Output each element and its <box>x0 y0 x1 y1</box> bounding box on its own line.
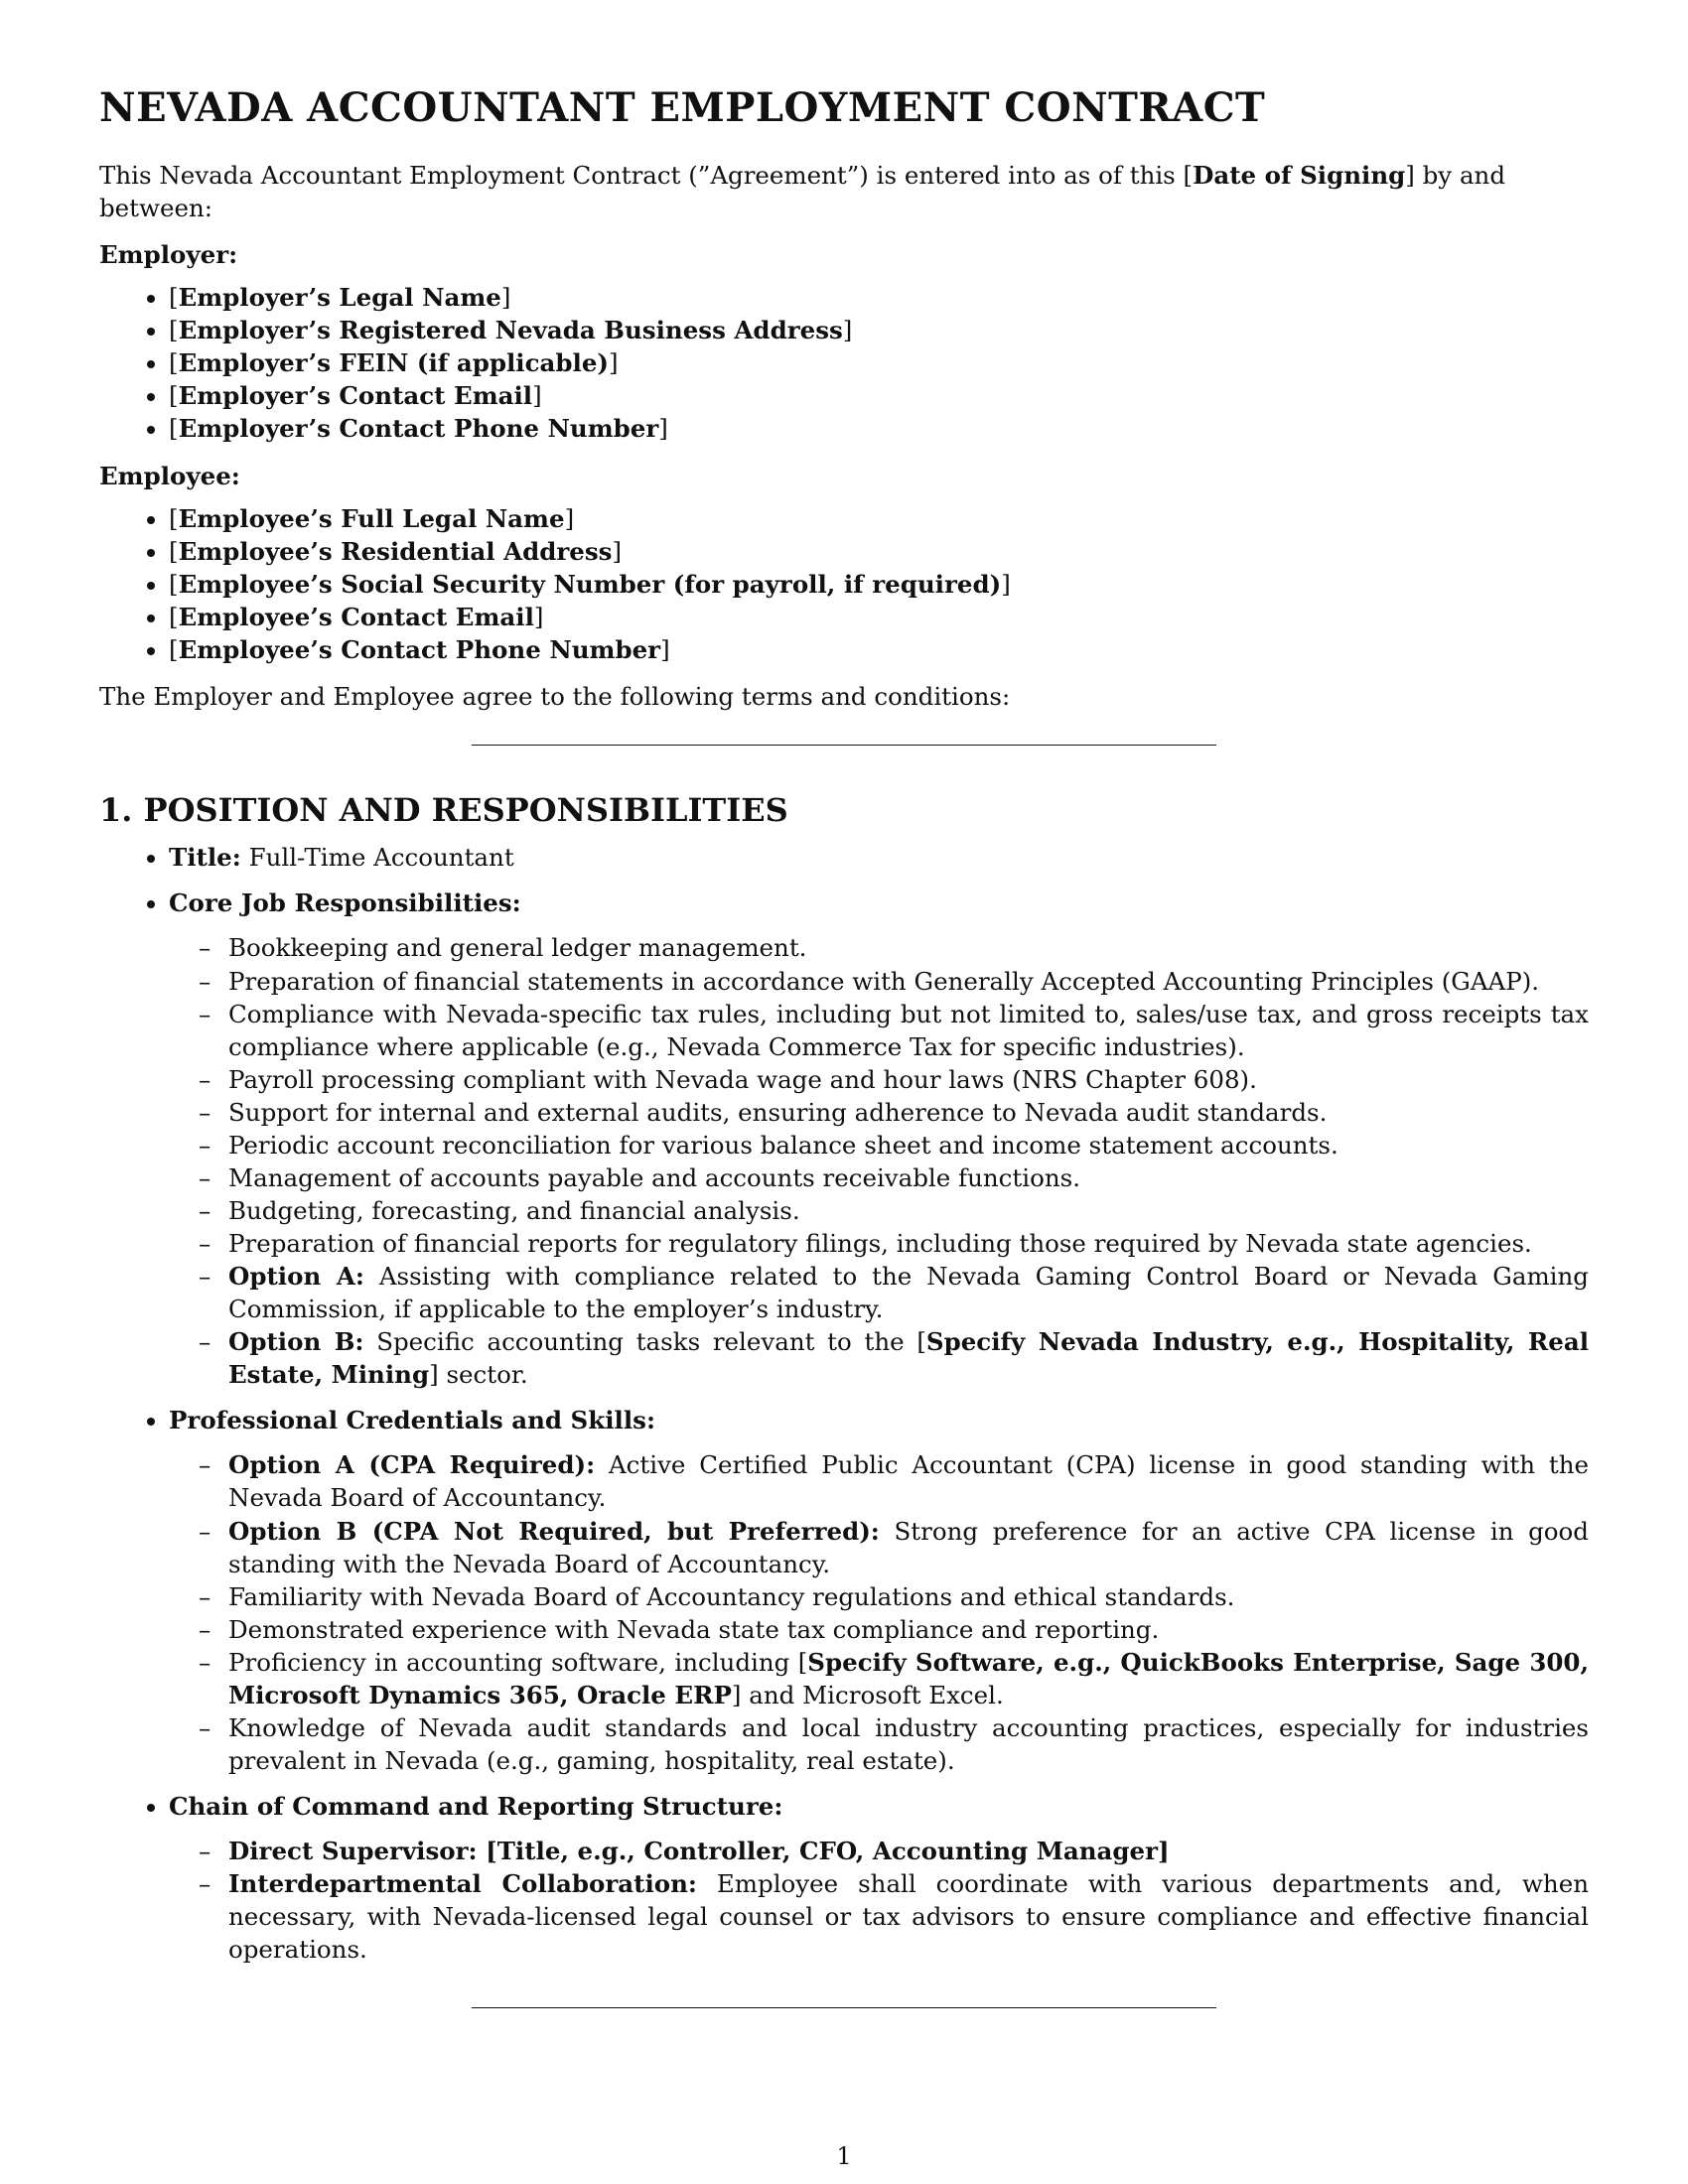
credentials-list <box>169 1448 1589 1777</box>
placeholder-text: Employee’s Contact Email <box>178 602 534 631</box>
list-item <box>228 1325 1589 1391</box>
core-responsibilities <box>169 887 1589 1391</box>
software-text-end: ] and Microsoft Excel. <box>731 1680 1004 1709</box>
option-text: Active Certified Public Accountant (CPA) license in good standing with the Nevada Board of Accountancy. <box>228 1450 1589 1513</box>
list-item: • [Employee’s Contact Phone Number] <box>169 633 1589 666</box>
list-item <box>228 1835 1589 1867</box>
list-item: – Preparation of financial reports for regulatory filings, including those required by Nevada state agencies. <box>228 1227 1589 1260</box>
placeholder-text: Employee’s Residential Address <box>178 536 613 566</box>
software-placeholder: Specify Software, e.g., QuickBooks Enterprise, Sage 300, Microsoft Dynamics 365, Oracle ERP <box>228 1647 1589 1709</box>
placeholder-text: Employer’s Registered Nevada Business Address <box>178 316 843 345</box>
list-item: – Compliance with Nevada-specific tax rules, including but not limited to, sales/use tax, and gross receipts tax compliance where applicable (e.g., Nevada Commerce Tax for specific industries). <box>228 998 1589 1063</box>
placeholder-text: Employer’s Contact Email <box>178 381 533 411</box>
title-value: Full-Time Accountant <box>248 843 514 873</box>
section-divider <box>472 2007 1216 2008</box>
list-item: • [Employee’s Residential Address] <box>169 535 1589 568</box>
document-title: NEVADA ACCOUNTANT EMPLOYMENT CONTRACT <box>99 84 1266 131</box>
list-item: – Knowledge of Nevada audit standards and local industry accounting practices, especially for industries prevalent in Nevada (e.g., gaming, hospitality, real estate). <box>228 1711 1589 1777</box>
list-item: • [Employer’s Contact Email] <box>169 379 1589 412</box>
employer-list <box>99 281 1589 445</box>
employee-list <box>99 502 1589 666</box>
chain-of-command <box>169 1790 1589 1966</box>
page-number: 1 <box>836 2142 852 2170</box>
option-text: Assisting with compliance related to the Nevada Gaming Control Board or Nevada Gaming Commission, if applicable to the employer’s industry. <box>228 1262 1589 1324</box>
supervisor-placeholder: Title, e.g., Controller, CFO, Accounting Manager <box>496 1837 1159 1866</box>
placeholder-text: Employer’s FEIN (if applicable) <box>178 348 610 378</box>
option-text: Employee shall coordinate with various departments and, when necessary, with Nevada-licensed legal counsel or tax advisors to ensure compliance and effective financial operations. <box>228 1869 1589 1965</box>
list-item: – Periodic account reconciliation for various balance sheet and income statement accounts. <box>228 1129 1589 1161</box>
industry-placeholder: Specify Nevada Industry, e.g., Hospitality, Real Estate, Mining <box>228 1327 1589 1390</box>
list-item: – Support for internal and external audits, ensuring adherence to Nevada audit standards. <box>228 1096 1589 1129</box>
core-label: Core Job Responsibilities: <box>169 888 521 918</box>
chain-list <box>169 1835 1589 1966</box>
placeholder-text: Employer’s Contact Phone Number <box>178 414 659 444</box>
supervisor-label: Direct Supervisor: [ <box>228 1837 497 1866</box>
option-label: Option B: <box>228 1327 364 1357</box>
option-label: Interdepartmental Collaboration: <box>228 1869 697 1899</box>
list-item <box>228 1515 1589 1580</box>
list-item: – Demonstrated experience with Nevada state tax compliance and reporting. <box>228 1613 1589 1646</box>
list-item: – Familiarity with Nevada Board of Accountancy regulations and ethical standards. <box>228 1580 1589 1613</box>
list-item: – Preparation of financial statements in accordance with Generally Accepted Accounting Principles (GAAP). <box>228 965 1589 998</box>
option-text-end: ] sector. <box>429 1360 528 1390</box>
placeholder-text: Employee’s Full Legal Name <box>178 503 565 533</box>
placeholder-text: Employee’s Social Security Number (for payroll, if required) <box>178 569 1002 599</box>
section1-list <box>99 841 1589 1966</box>
option-text: Strong preference for an active CPA license in good standing with the Nevada Board of Accountancy. <box>228 1516 1589 1578</box>
list-item <box>228 1867 1589 1966</box>
date-placeholder: Date of Signing <box>1193 161 1406 190</box>
title-label: Title: <box>169 843 241 873</box>
list-item: – Bookkeeping and general ledger management. <box>228 931 1589 964</box>
list-item: • [Employer’s Registered Nevada Business Address] <box>169 314 1589 346</box>
placeholder-text: Employer’s Legal Name <box>178 283 501 313</box>
list-item: • [Employee’s Contact Email] <box>169 601 1589 633</box>
agreement-statement: The Employer and Employee agree to the following terms and conditions: <box>99 681 1011 711</box>
list-item: • [Employer’s Contact Phone Number] <box>169 412 1589 445</box>
list-item: – Budgeting, forecasting, and financial analysis. <box>228 1194 1589 1227</box>
intro-text: This Nevada Accountant Employment Contract (”Agreement”) is entered into as of this [ <box>99 161 1194 190</box>
credentials-label: Professional Credentials and Skills: <box>169 1406 655 1435</box>
credentials <box>169 1404 1589 1777</box>
list-item: • [Employee’s Full Legal Name] <box>169 502 1589 535</box>
intro-text-end: ] by and between: <box>99 161 1506 223</box>
list-item: – Management of accounts payable and accounts receivable functions. <box>228 1161 1589 1194</box>
software-text: Proficiency in accounting software, including [ <box>228 1647 808 1677</box>
list-item: • [Employer’s Legal Name] <box>169 281 1589 314</box>
employer-label: Employer: <box>99 240 238 270</box>
core-list <box>169 931 1589 1391</box>
list-item: – Payroll processing compliant with Nevada wage and hour laws (NRS Chapter 608). <box>228 1063 1589 1096</box>
section-heading: 1. POSITION AND RESPONSIBILITIES <box>99 790 788 829</box>
list-item: • [Employer’s FEIN (if applicable)] <box>169 346 1589 379</box>
document-page <box>99 85 1589 2008</box>
option-label: Option A: <box>228 1262 364 1292</box>
list-item: • [Employee’s Social Security Number (for payroll, if required)] <box>169 568 1589 601</box>
placeholder-text: Employee’s Contact Phone Number <box>178 634 661 664</box>
chain-label: Chain of Command and Reporting Structure: <box>169 1792 783 1822</box>
list-item <box>228 1260 1589 1325</box>
intro-paragraph <box>99 159 1589 224</box>
employee-label: Employee: <box>99 461 240 490</box>
section-divider <box>472 745 1216 746</box>
title-item <box>169 841 1589 874</box>
option-text: Specific accounting tasks relevant to the [ <box>376 1327 926 1357</box>
option-label: Option B (CPA Not Required, but Preferred): <box>228 1516 880 1546</box>
list-item <box>228 1646 1589 1711</box>
option-label: Option A (CPA Required): <box>228 1450 596 1480</box>
list-item <box>228 1448 1589 1514</box>
supervisor-close: ] <box>1158 1837 1170 1866</box>
